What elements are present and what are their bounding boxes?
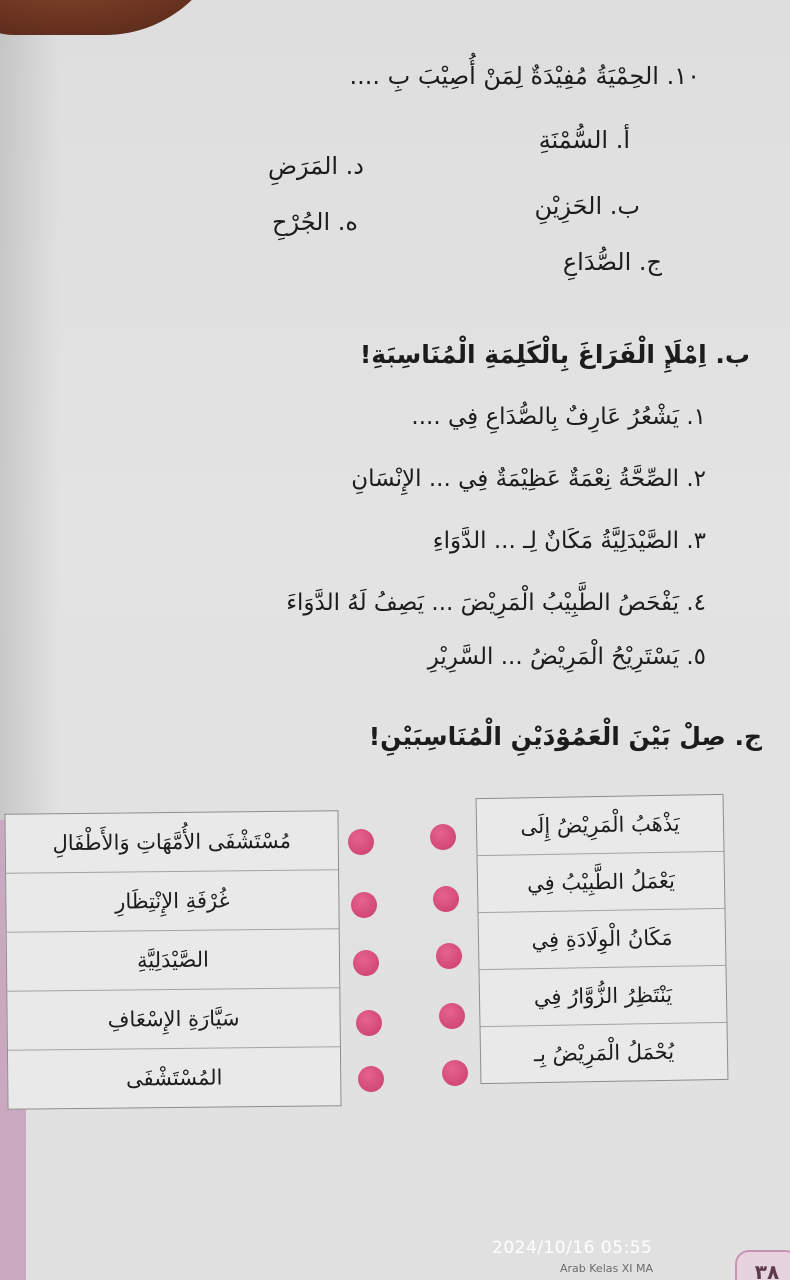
match-left-4: سَيَّارَةِ الإِسْعَافِ (7, 988, 340, 1050)
match-dot-left-5[interactable] (358, 1066, 384, 1092)
fill-item-3: ٣. الصَّيْدَلِيَّةُ مَكَانٌ لِـ ... الدَّوَاءِ (432, 528, 706, 554)
finger-photo-artifact (0, 0, 230, 35)
option-c: ج. الصُّدَاعِ (562, 248, 662, 276)
match-left-1: مُسْتَشْفَى الأُمَّهَاتِ وَالأَطْفَالِ (5, 811, 338, 873)
match-dot-left-2[interactable] (351, 892, 377, 918)
matching-left-column (4, 810, 341, 1109)
option-e: ه. الجُرْحِ (271, 208, 358, 236)
fill-item-1: ١. يَشْعُرُ عَارِفٌ بِالصُّدَاعِ فِي .... (411, 404, 706, 430)
page-number-badge: ٣٨ (735, 1250, 790, 1280)
fill-item-5: ٥. يَسْتَرِيْحُ الْمَرِيْضُ ... السَّرِيْرِ (427, 644, 706, 670)
match-dot-left-3[interactable] (353, 950, 379, 976)
option-a: أ. السُّمْنَةِ (538, 126, 630, 154)
match-dot-right-1[interactable] (430, 824, 456, 850)
matching-right-column (476, 794, 729, 1084)
match-dot-left-4[interactable] (356, 1010, 382, 1036)
match-left-5: المُسْتَشْفَى (125, 1065, 223, 1091)
match-left-2: غُرْفَةِ الإِنْتِظَارِ (6, 870, 339, 932)
match-dot-right-5[interactable] (442, 1060, 468, 1086)
match-dot-right-4[interactable] (439, 1003, 465, 1029)
section-b-title: ب. اِمْلَإِ الْفَرَاغَ بِالْكَلِمَةِ الْمُنَاسِبَةِ! (359, 340, 750, 369)
option-b: ب. الحَزِيْنِ (534, 192, 640, 220)
book-footer-text: Arab Kelas XI MA (560, 1262, 654, 1275)
match-dot-left-1[interactable] (348, 829, 374, 855)
match-right-2: يَعْمَلُ الطَّبِيْبُ فِي (478, 852, 725, 913)
fill-item-2: ٢. الصِّحَّةُ نِعْمَةٌ عَظِيْمَةٌ فِي ... الإِنْسَانِ (351, 466, 706, 492)
match-right-4: يَنْتَظِرُ الزُّوَّارُ فِي (480, 966, 727, 1027)
section-c-title: ج. صِلْ بَيْنَ الْعَمُوْدَيْنِ الْمُنَاسِبَيْنِ! (368, 722, 762, 751)
match-dot-right-2[interactable] (433, 886, 459, 912)
match-dot-right-3[interactable] (436, 943, 462, 969)
page-shadow (0, 0, 60, 820)
photo-timestamp: 2024/10/16 05:55 (492, 1238, 653, 1258)
match-right-5: يُحْمَلُ الْمَرِيْضُ بِـ (533, 1039, 675, 1067)
match-right-3: مَكَانُ الْوِلَادَةِ فِي (479, 909, 726, 970)
question-10: ١٠. الحِمْيَةُ مُفِيْدَةٌ لِمَنْ أُصِيْبَ بِ .... (349, 62, 700, 90)
match-right-1: يَذْهَبُ الْمَرِيْضُ إِلَى (477, 795, 724, 856)
option-d: د. المَرَضِ (267, 152, 364, 180)
match-left-3: الصَّيْدَلِيَّةِ (7, 929, 340, 991)
fill-item-4: ٤. يَفْحَصُ الطَّبِيْبُ الْمَرِيْضَ ... يَصِفُ لَهُ الدَّوَاءَ (286, 590, 706, 616)
